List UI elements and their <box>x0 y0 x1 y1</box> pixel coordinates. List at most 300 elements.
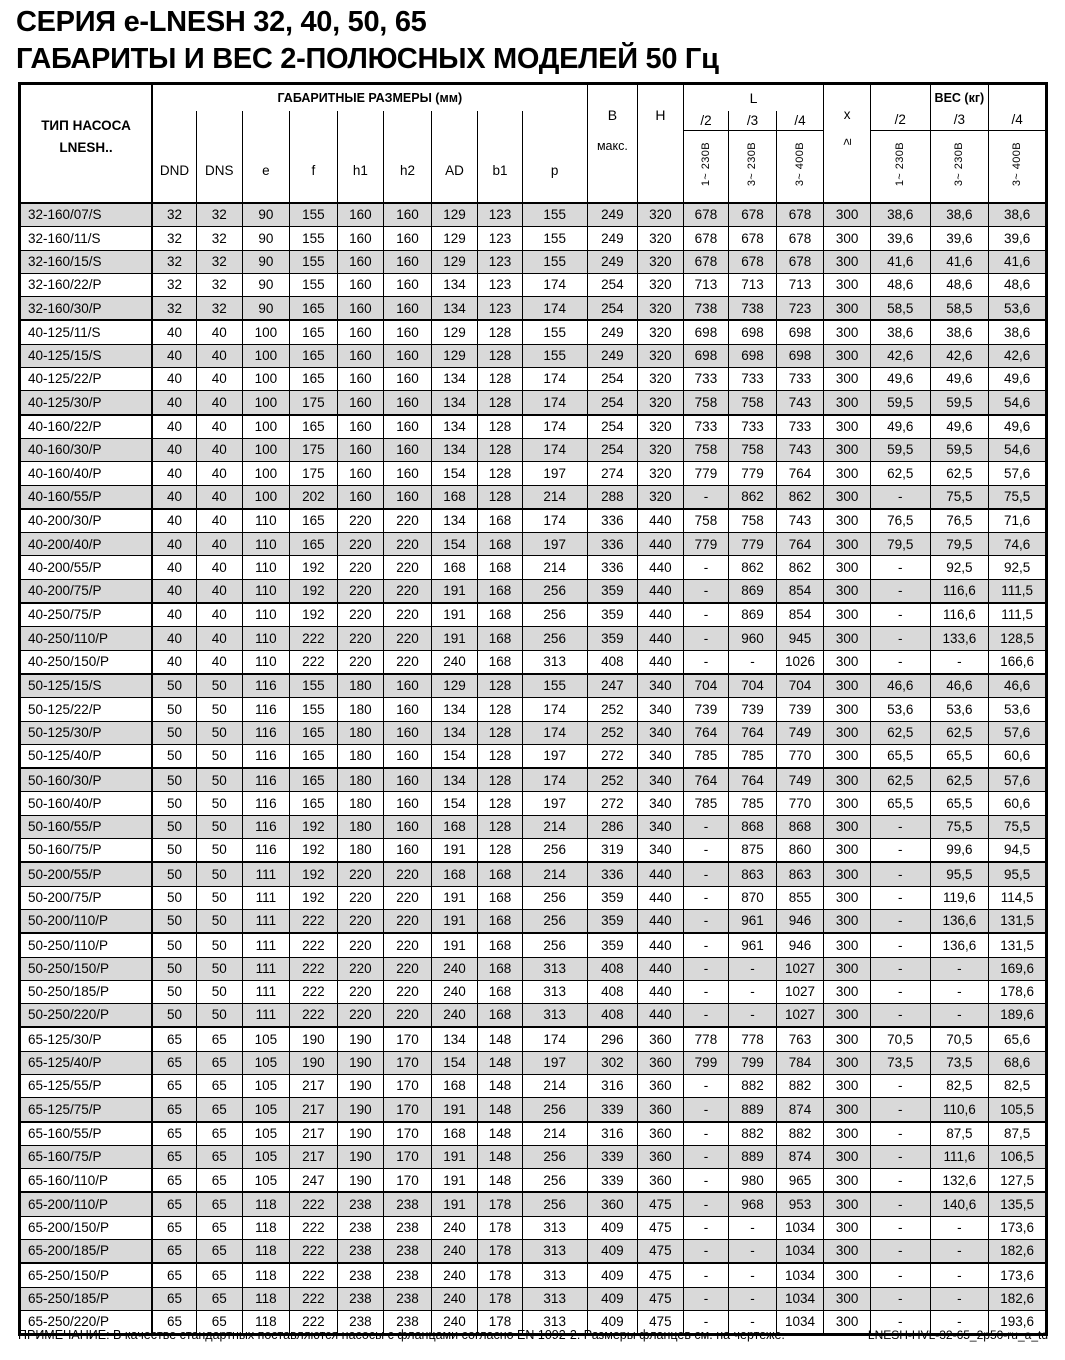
value-cell: 214 <box>522 556 587 579</box>
value-cell: 875 <box>729 839 777 863</box>
value-cell: 256 <box>522 1098 587 1122</box>
value-cell: 440 <box>638 980 684 1003</box>
value-cell: 40 <box>197 627 243 650</box>
value-cell: 190 <box>337 1122 384 1146</box>
value-cell: 240 <box>431 1287 478 1310</box>
value-cell: 128 <box>478 674 523 698</box>
table-row <box>20 368 1047 391</box>
value-cell: 758 <box>729 391 777 415</box>
value-cell: 340 <box>638 815 684 838</box>
value-cell: 178 <box>478 1240 523 1264</box>
value-cell: 155 <box>290 250 338 273</box>
table-row <box>20 1240 1047 1264</box>
value-cell: 116 <box>242 721 290 744</box>
value-cell: 65,5 <box>930 792 989 815</box>
value-cell: 336 <box>587 862 638 886</box>
value-cell: - <box>930 1263 989 1287</box>
value-cell: - <box>683 980 729 1003</box>
value-cell: 154 <box>431 462 478 485</box>
value-cell: 882 <box>776 1074 824 1097</box>
value-cell: 862 <box>729 556 777 579</box>
pump-type-cell: 65-160/110/P <box>20 1169 153 1193</box>
value-cell: 220 <box>384 603 432 627</box>
value-cell: 868 <box>776 815 824 838</box>
value-cell: - <box>930 1287 989 1310</box>
pump-type-label: ТИП НАСОСА <box>41 117 131 133</box>
value-cell: 191 <box>431 1169 478 1193</box>
value-cell: - <box>870 909 930 933</box>
value-cell: 50 <box>152 815 197 838</box>
pump-type-cell: 50-160/40/P <box>20 792 153 815</box>
value-cell: 65 <box>197 1122 243 1146</box>
value-cell: - <box>683 957 729 980</box>
table-row <box>20 1004 1047 1028</box>
value-cell: 32 <box>197 227 243 250</box>
table-row <box>20 1122 1047 1146</box>
value-cell: - <box>930 1240 989 1264</box>
value-cell: 75,5 <box>989 485 1047 509</box>
value-cell: 165 <box>290 368 338 391</box>
value-cell: 758 <box>683 391 729 415</box>
value-cell: 40 <box>152 438 197 461</box>
value-cell: 59,5 <box>870 438 930 461</box>
value-cell: 340 <box>638 792 684 815</box>
value-cell: 733 <box>729 368 777 391</box>
header-l-variant-3: /3 <box>729 111 777 131</box>
value-cell: 274 <box>587 462 638 485</box>
value-cell: 190 <box>290 1051 338 1074</box>
weight-group-spacer <box>871 85 930 111</box>
value-cell: 38,6 <box>930 320 989 344</box>
value-cell: 123 <box>478 297 523 321</box>
value-cell: 75,5 <box>989 815 1047 838</box>
value-cell: 128 <box>478 485 523 509</box>
value-cell: 129 <box>431 203 478 227</box>
value-cell: 256 <box>522 1192 587 1216</box>
value-cell: 1027 <box>776 957 824 980</box>
value-cell: - <box>870 1122 930 1146</box>
value-cell: 222 <box>290 1287 338 1310</box>
value-cell: 65 <box>197 1216 243 1239</box>
table-row <box>20 533 1047 556</box>
value-cell: 704 <box>776 674 824 698</box>
value-cell: 73,5 <box>930 1051 989 1074</box>
value-cell: 128 <box>478 344 523 367</box>
value-cell: 678 <box>729 227 777 250</box>
header-l3-voltage: 3~ 230В <box>729 131 777 204</box>
value-cell: 440 <box>638 957 684 980</box>
value-cell: - <box>683 1074 729 1097</box>
value-cell: 300 <box>824 1310 871 1334</box>
table-row <box>20 227 1047 250</box>
value-cell: 238 <box>384 1216 432 1239</box>
value-cell: 222 <box>290 1004 338 1028</box>
value-cell: 148 <box>478 1074 523 1097</box>
value-cell: 222 <box>290 650 338 674</box>
value-cell: 65 <box>152 1169 197 1193</box>
value-cell: - <box>683 1169 729 1193</box>
value-cell: 168 <box>431 815 478 838</box>
value-cell: - <box>683 839 729 863</box>
value-cell: 961 <box>729 909 777 933</box>
value-cell: - <box>683 603 729 627</box>
value-cell: 65 <box>152 1027 197 1051</box>
value-cell: 65,5 <box>870 744 930 768</box>
variant-3-label: /3 <box>953 112 966 127</box>
header-w2-voltage: 1~ 230В <box>870 131 930 204</box>
value-cell: 57,6 <box>989 768 1047 792</box>
value-cell: 123 <box>478 250 523 273</box>
value-cell: 202 <box>290 485 338 509</box>
value-cell: 70,5 <box>870 1027 930 1051</box>
value-cell: 32 <box>197 273 243 296</box>
value-cell: 300 <box>824 227 871 250</box>
value-cell: 32 <box>152 250 197 273</box>
value-cell: 65 <box>197 1027 243 1051</box>
value-cell: 90 <box>242 227 290 250</box>
value-cell: 863 <box>776 862 824 886</box>
value-cell: 764 <box>729 768 777 792</box>
page-footer <box>18 1328 1048 1342</box>
value-cell: 256 <box>522 1145 587 1168</box>
value-cell: 128 <box>478 721 523 744</box>
value-cell: 41,6 <box>930 250 989 273</box>
value-cell: 53,6 <box>870 698 930 721</box>
table-row <box>20 721 1047 744</box>
value-cell: 238 <box>337 1192 384 1216</box>
value-cell: 300 <box>824 415 871 439</box>
value-cell: 220 <box>337 509 384 533</box>
value-cell: 197 <box>522 533 587 556</box>
value-cell: 40 <box>152 603 197 627</box>
value-cell: 160 <box>384 815 432 838</box>
value-cell: 300 <box>824 344 871 367</box>
value-cell: 1034 <box>776 1287 824 1310</box>
value-cell: 111 <box>242 862 290 886</box>
value-cell: 300 <box>824 1263 871 1287</box>
value-cell: 254 <box>587 391 638 415</box>
value-cell: 739 <box>683 698 729 721</box>
table-row <box>20 556 1047 579</box>
value-cell: 65 <box>152 1098 197 1122</box>
value-cell: 111 <box>242 1004 290 1028</box>
value-cell: 40 <box>152 344 197 367</box>
pump-type-cell: 50-125/30/P <box>20 721 153 744</box>
value-cell: 300 <box>824 485 871 509</box>
value-cell: 222 <box>290 1310 338 1334</box>
value-cell: 40 <box>197 650 243 674</box>
value-cell: 360 <box>638 1145 684 1168</box>
value-cell: 220 <box>384 909 432 933</box>
value-cell: - <box>870 1216 930 1239</box>
value-cell: 192 <box>290 579 338 603</box>
value-cell: 300 <box>824 1145 871 1168</box>
pump-type-cell: 40-200/55/P <box>20 556 153 579</box>
value-cell: 79,5 <box>870 533 930 556</box>
value-cell: 50 <box>152 698 197 721</box>
value-cell: 313 <box>522 1310 587 1334</box>
value-cell: 95,5 <box>930 862 989 886</box>
value-cell: 99,6 <box>930 839 989 863</box>
value-cell: 168 <box>478 909 523 933</box>
value-cell: 713 <box>776 273 824 296</box>
value-cell: - <box>870 627 930 650</box>
value-cell: 340 <box>638 698 684 721</box>
value-cell: 57,6 <box>989 462 1047 485</box>
value-cell: 154 <box>431 533 478 556</box>
value-cell: 50 <box>152 957 197 980</box>
value-cell: 148 <box>478 1145 523 1168</box>
value-cell: 118 <box>242 1263 290 1287</box>
value-cell: 111 <box>242 886 290 909</box>
value-cell: 180 <box>337 815 384 838</box>
value-cell: 42,6 <box>870 344 930 367</box>
value-cell: 882 <box>729 1074 777 1097</box>
pump-series-label: LNESH.. <box>59 139 113 155</box>
value-cell: 222 <box>290 1216 338 1239</box>
pump-type-cell: 32-160/30/P <box>20 297 153 321</box>
value-cell: 168 <box>478 886 523 909</box>
value-cell: 336 <box>587 556 638 579</box>
value-cell: 54,6 <box>989 438 1047 461</box>
value-cell: 272 <box>587 744 638 768</box>
value-cell: 945 <box>776 627 824 650</box>
value-cell: 71,6 <box>989 509 1047 533</box>
table-row <box>20 579 1047 603</box>
value-cell: 300 <box>824 886 871 909</box>
value-cell: 408 <box>587 1004 638 1028</box>
value-cell: 128 <box>478 792 523 815</box>
value-cell: 60,6 <box>989 792 1047 815</box>
value-cell: 758 <box>729 438 777 461</box>
value-cell: 475 <box>638 1192 684 1216</box>
value-cell: 192 <box>290 603 338 627</box>
value-cell: 220 <box>337 886 384 909</box>
value-cell: 40 <box>197 462 243 485</box>
value-cell: 174 <box>522 1027 587 1051</box>
value-cell: 770 <box>776 792 824 815</box>
value-cell: 40 <box>197 579 243 603</box>
value-cell: 100 <box>242 391 290 415</box>
value-cell: 168 <box>478 509 523 533</box>
value-cell: 240 <box>431 1310 478 1334</box>
value-cell: 220 <box>384 579 432 603</box>
value-cell: 854 <box>776 579 824 603</box>
value-cell: 336 <box>587 533 638 556</box>
value-cell: 155 <box>522 344 587 367</box>
value-cell: 197 <box>522 462 587 485</box>
value-cell: 174 <box>522 698 587 721</box>
value-cell: 408 <box>587 650 638 674</box>
value-cell: 60,6 <box>989 744 1047 768</box>
value-cell: 764 <box>776 462 824 485</box>
table-row <box>20 1169 1047 1193</box>
pump-type-cell: 50-160/75/P <box>20 839 153 863</box>
value-cell: 160 <box>384 227 432 250</box>
value-cell: 197 <box>522 744 587 768</box>
value-cell: 220 <box>384 533 432 556</box>
pump-type-cell: 65-200/110/P <box>20 1192 153 1216</box>
value-cell: 160 <box>337 297 384 321</box>
value-cell: 256 <box>522 886 587 909</box>
value-cell: 168 <box>431 1074 478 1097</box>
value-cell: 191 <box>431 1098 478 1122</box>
title-line-1: СЕРИЯ e-LNESH 32, 40, 50, 65 <box>16 6 427 38</box>
value-cell: 300 <box>824 533 871 556</box>
value-cell: - <box>870 1310 930 1334</box>
value-cell: 134 <box>431 509 478 533</box>
value-cell: 128 <box>478 744 523 768</box>
value-cell: 75,5 <box>930 815 989 838</box>
value-cell: 160 <box>384 438 432 461</box>
value-cell: 100 <box>242 462 290 485</box>
value-cell: 155 <box>290 203 338 227</box>
value-cell: 128 <box>478 839 523 863</box>
value-cell: - <box>683 579 729 603</box>
value-cell: 191 <box>431 627 478 650</box>
value-cell: 160 <box>384 344 432 367</box>
value-cell: 862 <box>776 556 824 579</box>
value-cell: 59,5 <box>930 438 989 461</box>
table-row <box>20 603 1047 627</box>
value-cell: 168 <box>478 579 523 603</box>
value-cell: 87,5 <box>989 1122 1047 1146</box>
value-cell: 155 <box>290 227 338 250</box>
value-cell: 65 <box>152 1263 197 1287</box>
value-cell: 300 <box>824 556 871 579</box>
value-cell: 160 <box>337 344 384 367</box>
value-cell: 73,5 <box>870 1051 930 1074</box>
value-cell: 110 <box>242 603 290 627</box>
value-cell: 74,6 <box>989 533 1047 556</box>
value-cell: 313 <box>522 1240 587 1264</box>
value-cell: 320 <box>638 297 684 321</box>
value-cell: 220 <box>384 1004 432 1028</box>
table-row <box>20 815 1047 838</box>
value-cell: 160 <box>384 768 432 792</box>
value-cell: 105 <box>242 1145 290 1168</box>
value-cell: - <box>930 957 989 980</box>
value-cell: 1026 <box>776 650 824 674</box>
value-cell: 763 <box>776 1027 824 1051</box>
value-cell: 190 <box>337 1051 384 1074</box>
footer-note: ПРИМЕЧАНИЕ: В качестве стандартных поставляются насосы с фланцами согласно EN 1092-2. Размеры фланцев см. на чертеже. <box>18 1328 785 1342</box>
table-row <box>20 980 1047 1003</box>
value-cell: 168 <box>478 603 523 627</box>
value-cell: 214 <box>522 862 587 886</box>
value-cell: 105 <box>242 1122 290 1146</box>
value-cell: 758 <box>729 509 777 533</box>
value-cell: 1034 <box>776 1240 824 1264</box>
value-cell: 733 <box>683 368 729 391</box>
value-cell: 57,6 <box>989 721 1047 744</box>
value-cell: - <box>729 650 777 674</box>
value-cell: 340 <box>638 744 684 768</box>
table-row <box>20 1192 1047 1216</box>
value-cell: 220 <box>384 957 432 980</box>
value-cell: 862 <box>729 485 777 509</box>
value-cell: 40 <box>152 368 197 391</box>
value-cell: 217 <box>290 1122 338 1146</box>
value-cell: 409 <box>587 1310 638 1334</box>
value-cell: 360 <box>638 1122 684 1146</box>
value-cell: - <box>683 1122 729 1146</box>
value-cell: 40 <box>152 320 197 344</box>
value-cell: - <box>729 980 777 1003</box>
pump-type-cell: 65-160/75/P <box>20 1145 153 1168</box>
value-cell: 165 <box>290 768 338 792</box>
value-cell: 128 <box>478 415 523 439</box>
value-cell: 116,6 <box>930 603 989 627</box>
value-cell: 168 <box>478 556 523 579</box>
value-cell: 40 <box>152 556 197 579</box>
value-cell: 114,5 <box>989 886 1047 909</box>
b-max-label: макс. <box>596 139 628 153</box>
value-cell: - <box>870 862 930 886</box>
value-cell: 134 <box>431 391 478 415</box>
value-cell: - <box>870 603 930 627</box>
value-cell: 49,6 <box>989 415 1047 439</box>
value-cell: 100 <box>242 320 290 344</box>
table-row <box>20 698 1047 721</box>
value-cell: 770 <box>776 744 824 768</box>
value-cell: 160 <box>337 250 384 273</box>
value-cell: - <box>729 1263 777 1287</box>
value-cell: 738 <box>729 297 777 321</box>
value-cell: 319 <box>587 839 638 863</box>
value-cell: 178 <box>478 1192 523 1216</box>
value-cell: 128 <box>478 320 523 344</box>
pump-type-cell: 40-125/11/S <box>20 320 153 344</box>
value-cell: 65 <box>152 1074 197 1097</box>
value-cell: - <box>683 1004 729 1028</box>
value-cell: 40 <box>197 438 243 461</box>
value-cell: 128 <box>478 438 523 461</box>
value-cell: 475 <box>638 1310 684 1334</box>
value-cell: 127,5 <box>989 1169 1047 1193</box>
value-cell: 59,5 <box>870 391 930 415</box>
value-cell: 698 <box>729 344 777 367</box>
value-cell: 889 <box>729 1098 777 1122</box>
pump-type-cell: 40-160/30/P <box>20 438 153 461</box>
value-cell: 95,5 <box>989 862 1047 886</box>
pump-type-cell: 40-250/75/P <box>20 603 153 627</box>
value-cell: 123 <box>478 227 523 250</box>
value-cell: 192 <box>290 815 338 838</box>
value-cell: 38,6 <box>930 203 989 227</box>
value-cell: 118 <box>242 1216 290 1239</box>
value-cell: 440 <box>638 933 684 957</box>
value-cell: 50 <box>152 839 197 863</box>
value-cell: 160 <box>337 391 384 415</box>
value-cell: 65 <box>152 1216 197 1239</box>
value-cell: - <box>930 1310 989 1334</box>
value-cell: 116 <box>242 792 290 815</box>
value-cell: 38,6 <box>870 203 930 227</box>
value-cell: 65 <box>152 1122 197 1146</box>
value-cell: 160 <box>384 721 432 744</box>
value-cell: 65 <box>152 1240 197 1264</box>
value-cell: 409 <box>587 1287 638 1310</box>
value-cell: 254 <box>587 438 638 461</box>
value-cell: 65 <box>197 1263 243 1287</box>
value-cell: - <box>930 1004 989 1028</box>
value-cell: 190 <box>290 1027 338 1051</box>
value-cell: 698 <box>683 344 729 367</box>
value-cell: 238 <box>337 1216 384 1239</box>
value-cell: 40 <box>197 509 243 533</box>
value-cell: 739 <box>729 698 777 721</box>
